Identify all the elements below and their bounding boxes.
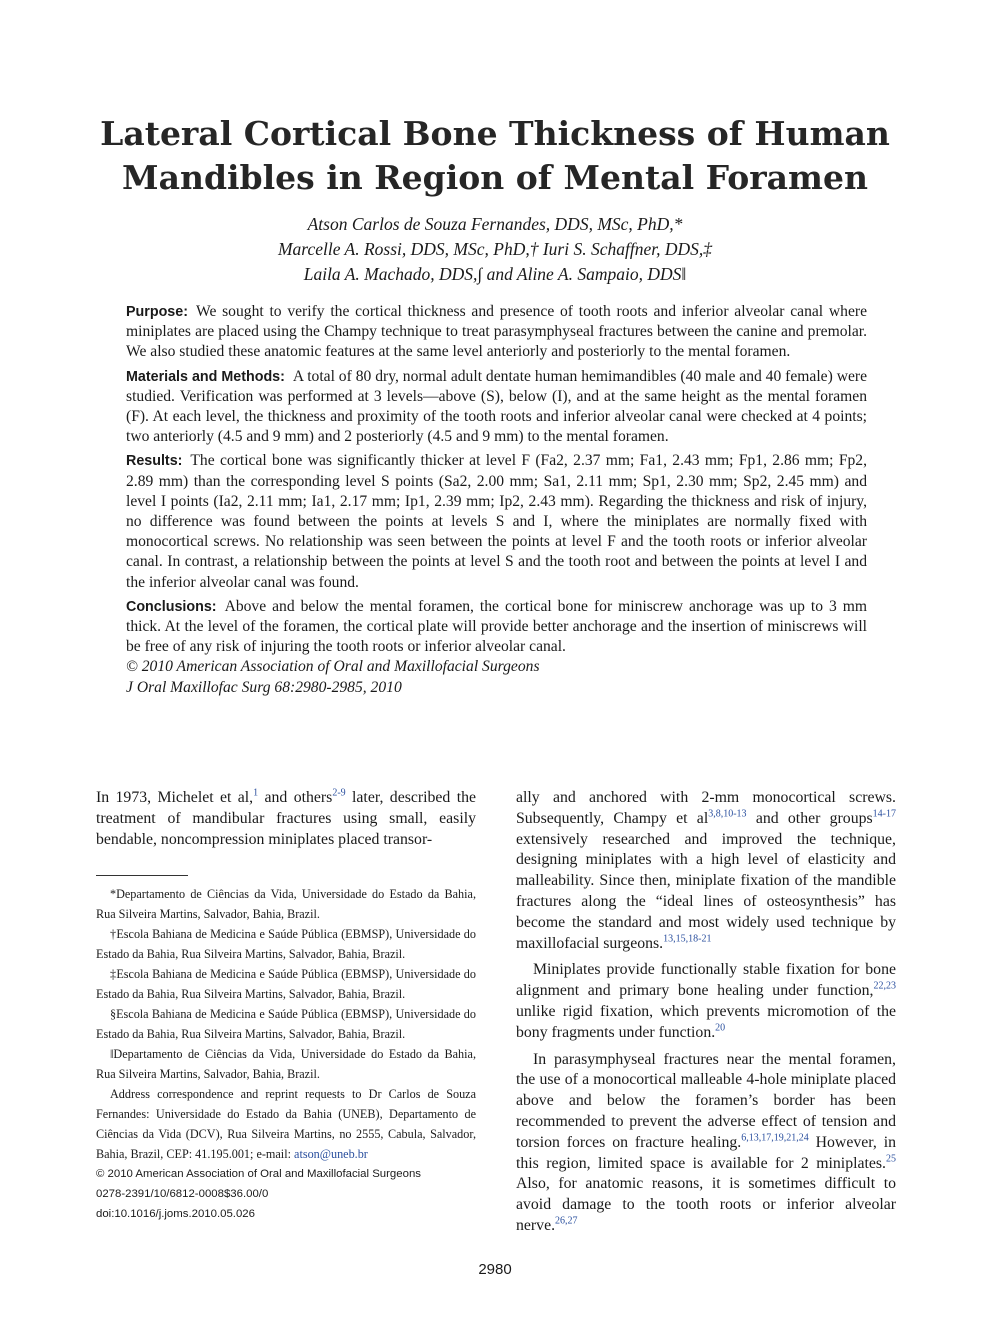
affiliation-footnote-4: §Escola Bahiana de Medicina e Saúde Pública (EBMSP), Universidade do Estado da Bahia, Rua Silveira Martins, Salvador, Bahia, Brazil.: [96, 1007, 476, 1041]
reference-link[interactable]: 1: [253, 787, 259, 799]
methods-text: A total of 80 dry, normal adult dentate human hemimandibles (40 male and 40 female) were studied. Verification was performed at 3 levels—above (S), below (I), and at the same height as the mental foramen (F). At each level, the thickness and proximity of the tooth roots and inferior alveolar canal were checked at 4 points; two anteriorly (4.5 and 9 mm) and 2 posteriorly (4.5 and 9 mm) to the mental foramen.: [126, 367, 867, 446]
author-line-2: Marcelle A. Rossi, DDS, MSc, PhD,† Iuri S. Schaffner, DDS,‡: [277, 239, 713, 259]
abstract-purpose: [126, 302, 867, 363]
reference-link[interactable]: 3,8,10-13: [708, 808, 747, 820]
text-run: and others: [258, 789, 333, 806]
purpose-label: Purpose:: [126, 304, 188, 320]
reference-link[interactable]: 25: [886, 1153, 896, 1165]
correspondence-address: [96, 1084, 476, 1164]
issn-line: 0278-2391/10/6812-0008$36.00/0: [96, 1188, 269, 1200]
reference-link[interactable]: 26,27: [555, 1215, 578, 1227]
abstract: [126, 302, 867, 698]
conclusions-label: Conclusions:: [126, 598, 217, 615]
affiliation-footnote-5: ‖Departamento de Ciências da Vida, Universidade do Estado da Bahia, Rua Silveira Martins, Salvador, Bahia, Brazil.: [96, 1047, 476, 1081]
abstract-citation: J Oral Maxillofac Surg 68:2980-2985, 2010: [126, 678, 402, 696]
author-line-3: Laila A. Machado, DDS,∫ and Aline A. Sampaio, DDS‖: [303, 264, 687, 284]
reference-link[interactable]: 13,15,18-21: [663, 933, 712, 945]
affiliation-footnote-3: ‡Escola Bahiana de Medicina e Saúde Pública (EBMSP), Universidade do Estado da Bahia, Rua Silveira Martins, Salvador, Bahia, Brazil.: [96, 967, 476, 1001]
results-label: Results:: [126, 453, 183, 470]
intro-paragraph-1-cont: [516, 788, 896, 954]
body-column-left: [96, 788, 476, 856]
article-title: [95, 112, 895, 200]
text-run: ally and anchored with 2-mm monocortical screws. Subsequently, Champy et al: [516, 789, 896, 827]
title-line-2: Mandibles in Region of Mental Foramen: [122, 158, 868, 197]
reference-link[interactable]: 14-17: [872, 808, 896, 820]
reference-link[interactable]: 6,13,17,19,21,24: [741, 1132, 809, 1144]
reference-link[interactable]: 20: [715, 1022, 726, 1034]
text-run: In parasymphyseal fractures near the mental foramen, the use of a monocortical malleable 4-hole miniplate placed above and below the foramen’s border has been recommended to prevent the adverse effect of tension and torsion forces on fracture healing.: [516, 1050, 896, 1151]
text-run: In 1973, Michelet et al,: [96, 789, 254, 806]
body-column-right: [516, 788, 896, 1243]
page-number: 2980: [478, 1261, 512, 1278]
title-line-1: Lateral Cortical Bone Thickness of Human: [100, 114, 890, 153]
reference-link[interactable]: 2-9: [332, 787, 346, 799]
text-run: and other groups: [746, 809, 873, 827]
email-link[interactable]: atson@uneb.br: [294, 1147, 368, 1161]
results-text: The cortical bone was significantly thicker at level F (Fa2, 2.37 mm; Fa1, 2.43 mm; Fp1, 2.86 mm; Fp2, 2.89 mm) than the corresponding level S points (Sa2, 2.00 mm; Sa1, 2.11 mm; Sp1, 2.30 mm; Sp2, 2.45 mm) and level I points (Ia2, 2.11 mm; Ia1, 2.17 mm; Ip1, 2.39 mm; Ip2, 2.43 mm). Regarding the thickness and risk of injury, no difference was found between the points at levels S and I, where the miniplates are normally fixed with monocortical screws. No relationship was seen between the points at level F and the tooth roots or inferior alveolar canal. In contrast, a relationship between the points at level S and the tooth root and between the points at level I and the inferior alveolar canal was found.: [126, 452, 867, 591]
abstract-conclusions: [126, 597, 867, 658]
doi-line: doi:10.1016/j.joms.2010.05.026: [96, 1208, 255, 1220]
intro-paragraph-1: [96, 788, 476, 850]
author-line-1: Atson Carlos de Souza Fernandes, DDS, MSc, PhD,*: [307, 214, 683, 234]
text-run: unlike rigid fixation, which prevents micromotion of the bony fragments under function.: [516, 1002, 896, 1041]
footnotes: [96, 884, 476, 1224]
author-list: [95, 212, 895, 287]
text-run: Miniplates provide functionally stable fixation for bone alignment and primary bone healing under function,: [516, 961, 896, 1000]
text-run: later, described the treatment of mandibular fractures using small, easily bendable, noncompression miniplates placed transor-: [96, 789, 476, 848]
intro-paragraph-2: [516, 960, 896, 1043]
text-run: However, in this region, limited space is available for 2 miniplates.: [516, 1133, 896, 1172]
text-run: Also, for anatomic reasons, it is sometimes difficult to avoid damage to the tooth roots or inferior alveolar nerve.: [516, 1175, 896, 1234]
abstract-results: [126, 451, 867, 592]
purpose-text: We sought to verify the cortical thickness and presence of tooth roots and inferior alveolar canal where miniplates are placed using the Champy technique to treat parasymphyseal fractures between the canine and premolar. We also studied these anatomic features at the same level anteriorly and posteriorly to the mental foramen.: [126, 303, 867, 361]
reference-link[interactable]: 22,23: [873, 980, 896, 992]
abstract-methods: [126, 367, 867, 448]
methods-label: Materials and Methods:: [126, 368, 285, 385]
intro-paragraph-3: [516, 1050, 896, 1237]
footnote-divider: [96, 875, 188, 876]
abstract-copyright: © 2010 American Association of Oral and Maxillofacial Surgeons: [126, 658, 540, 676]
text-run: extensively researched and improved the technique, designing miniplates with a high level of elasticity and malleability. Since then, miniplate fixation of the mandible fractures along the “ideal lines of osteosynthesis” has become the standard and most widely used technique by maxillofacial surgeons.: [516, 830, 896, 952]
conclusions-text: Above and below the mental foramen, the cortical bone for miniscrew anchorage was up to 3 mm thick. At the level of the foramen, the cortical plate will provide better anchorage and the insertion of miniscrews will be free of any risk of injuring the tooth roots or inferior alveolar canal.: [126, 597, 867, 656]
affiliation-footnote-1: *Departamento de Ciências da Vida, Universidade do Estado da Bahia, Rua Silveira Martins, Salvador, Bahia, Brazil.: [96, 887, 476, 921]
affiliation-footnote-2: †Escola Bahiana de Medicina e Saúde Pública (EBMSP), Universidade do Estado da Bahia, Rua Silveira Martins, Salvador, Bahia, Brazil.: [96, 927, 476, 961]
address-text: Address correspondence and reprint requests to Dr Carlos de Souza Fernandes: Universidade do Estado da Bahia (UNEB), Departamento de Ciências da Vida (DCV), Rua Silveira Martins, no 2555, Cabula, Salvador, Bahia, Brazil, CEP: 41.195.001; e-mail:: [96, 1087, 476, 1161]
footnote-copyright: © 2010 American Association of Oral and Maxillofacial Surgeons: [96, 1168, 421, 1180]
